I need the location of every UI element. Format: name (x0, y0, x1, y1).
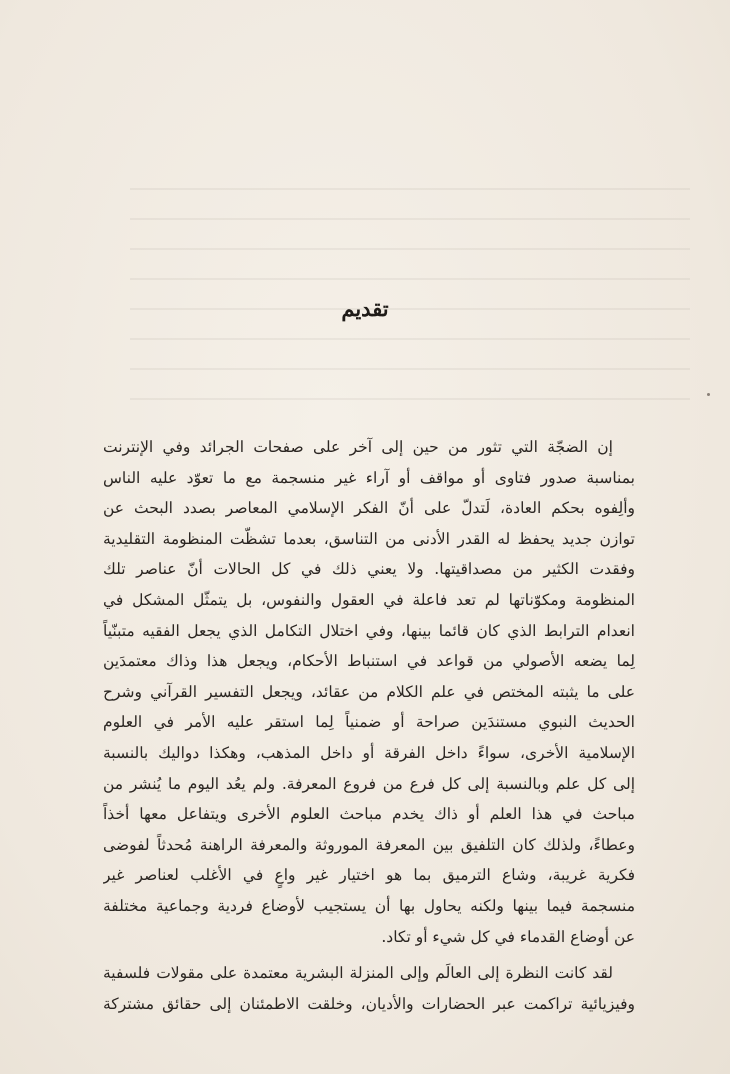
text-line: مباحث في هذا العلم أو ذاك يخدم مباحث العلوم الأخرى ويتفاعل معها أخذاً (103, 805, 635, 824)
chapter-heading: تقديم (341, 296, 389, 321)
paragraph-2 (103, 958, 635, 1019)
text-line: انعدام الترابط الذي كان قائما بينها، وفي اختلال التكامل الذي يجعل الفقيه متبنّياً (103, 621, 635, 640)
text-line: وفقدت الكثير من مصداقيتها. ولا يعني ذلك في كل الحالات أنّ عناصر تلك (103, 560, 635, 579)
text-line: وفيزيائية تراكمت عبر الحضارات والأديان، وخلقت الاطمئنان إلى حقائق مشتركة (103, 994, 635, 1013)
text-line: عن أوضاع القدماء في كل شيء أو تكاد. (381, 927, 635, 946)
text-line: الإسلامية الأخرى، سواءً داخل الفرقة أو داخل المذهب، وهكذا دواليك بالنسبة (103, 743, 635, 762)
text-line: لقد كانت النظرة إلى العالَم وإلى المنزلة البشرية معتمدة على مقولات فلسفية (103, 964, 613, 983)
show-through-text (130, 160, 690, 400)
text-line: وعطاءً، ولذلك كان التلفيق بين المعرفة الموروثة والمعرفة الراهنة مُحدثاً لفوضى (103, 835, 635, 854)
text-line: فكرية غريبة، وشاع الترميق بما هو اختيار غير واعٍ في الأغلب لعناصر غير (103, 866, 635, 885)
text-line: وألِفوه بحكم العادة، لَتدلّ على أنّ الفكر الإسلامي المعاصر بصدد البحث عن (103, 499, 635, 518)
text-line: إن الضجّة التي تثور من حين إلى آخر على صفحات الجرائد وفي الإنترنت (103, 438, 613, 456)
paper-speck (707, 393, 710, 396)
text-line: توازن جديد يحفظ له القدر الأدنى من التناسق، بعدما تشظّت المنظومة التقليدية (103, 529, 635, 548)
body-text (103, 432, 635, 1019)
text-line: بمناسبة صدور فتاوى أو مواقف أو آراء غير منسجمة مع ما تعوّد عليه الناس (103, 468, 635, 487)
text-line: المنظومة ومكوّناتها لم تعد فاعلة في العقول والنفوس، بل يتمثّل المشكل في (103, 590, 635, 609)
text-line: لِما يضعه الأصولي من قواعد في استنباط الأحكام، ويجعل هذا وذاك معتمدَين (103, 652, 635, 671)
text-line: إلى كل علم وبالنسبة إلى كل فرع من فروع المعرفة. ولم يعُد اليوم ما يُنشر من (103, 774, 635, 793)
text-line: الحديث النبوي مستندَين صراحة أو ضمنياً لِما استقر عليه الأمر في العلوم (103, 713, 635, 732)
text-line: على ما يثبته المختص في علم الكلام من عقائد، ويجعل التفسير القرآني وشرح (103, 682, 635, 701)
text-line: منسجمة فيما بينها ولكنه يحاول بها أن يستجيب لأوضاع فردية وجماعية مختلفة (103, 896, 635, 915)
paragraph-1 (103, 432, 635, 952)
